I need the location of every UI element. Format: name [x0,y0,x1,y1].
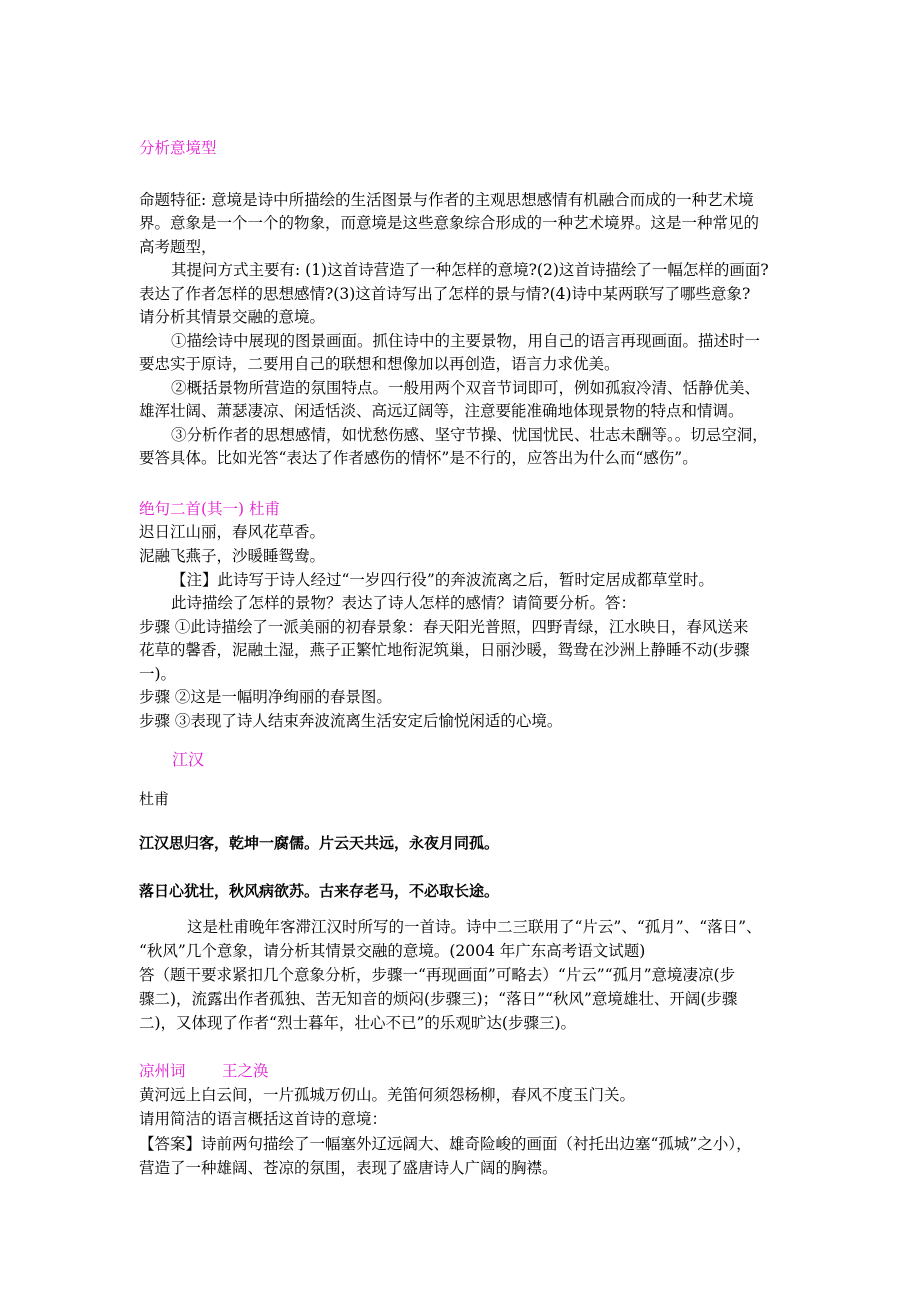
question: 请用简洁的语言概括这首诗的意境： [139,1110,388,1128]
answer-line: 花草的馨香，泥融土湿，燕子正繁忙地衔泥筑巢，日丽沙暖，鸳鸯在沙洲上静睡不动(步骤 [139,641,750,659]
intro-line: 表达了作者怎样的思想感情?(3)这首诗写出了怎样的景与情?(4)诗中某两联写了哪些意象? [139,285,751,303]
poem-title: 江汉 [172,750,205,769]
poem-author: 王之涣 [222,1062,269,1080]
intro-line: 命题特征: 意境是诗中所描绘的生活图景与作者的主观思想感情有机融合而成的一种艺术境 [139,191,754,209]
answer-line: 答（题干要求紧扣几个意象分析，步骤一“再现画面”可略去）“片云”“孤月”意境凄凉(步 [139,966,736,984]
poem-line: 落日心犹壮，秋风病欲苏。古来存老马，不必取长途。 [139,882,500,900]
intro-line: ③分析作者的思想感情，如忧愁伤感、坚守节操、忧国忧民、壮志未酬等。。切忌空洞， [171,426,768,444]
intro-line: 雄浑壮阔、萧瑟凄凉、闲适恬淡、高远辽阔等，注意要能准确地体现景物的特点和情调。 [139,402,744,420]
intro-line: 界。意象是一个一个的物象，而意境是这些意象综合形成的一种艺术境界。这是一种常见的 [139,214,760,232]
poem-line: 黄河远上白云间，一片孤城万仞山。羌笛何须怨杨柳，春风不度玉门关。 [139,1086,636,1104]
intro-line: 高考题型， [139,238,217,256]
answer-line: 二)，又体现了作者“烈士暮年，壮心不已”的乐观旷达(步骤三)。 [139,1014,576,1032]
poem-note: 【注】此诗写于诗人经过“一岁四行役”的奔波流离之后，暂时定居成都草堂时。 [171,571,714,589]
question: 这是杜甫晚年客滞江汉时所写的一首诗。诗中二三联用了“片云”、“孤月”、“落日”、 [187,918,762,936]
poem-title: 绝句二首(其一) 杜甫 [139,500,281,518]
poem-line: 江汉思归客，乾坤一腐儒。片云天共远，永夜月同孤。 [139,834,500,852]
answer-line: 骤二)，流露出作者孤独、苦无知音的烦闷(步骤三)；“落日”“秋风”意境雄壮、开阔(步骤 [139,990,738,1008]
question: 此诗描绘了怎样的景物？表达了诗人怎样的感情？请简要分析。答： [171,594,637,612]
intro-line: ②概括景物所营造的氛围特点。一般用两个双音节词即可，例如孤寂冷清、恬静优美、 [171,379,761,397]
section-heading: 分析意境型 [139,139,217,157]
intro-line: 要答具体。比如光答“表达了作者感伤的情怀”是不行的，应答出为什么而“感伤”。 [139,449,698,467]
answer-line: 步骤 ②这是一幅明净绚丽的春景图。 [139,688,392,706]
poem-line: 泥融飞燕子，沙暖睡鸳鸯。 [139,547,326,565]
answer-line: 【答案】诗前两句描绘了一幅塞外辽远阔大、雄奇险峻的画面（衬托出边塞“孤城”之小）， [139,1135,752,1153]
answer-line: 一)。 [139,665,177,683]
poem-author: 杜甫 [139,790,170,808]
intro-line: ①描绘诗中展现的图景画面。抓住诗中的主要景物，用自己的语言再现画面。描述时一 [171,332,761,350]
answer-line: 营造了一种雄阔、苍凉的氛围，表现了盛唐诗人广阔的胸襟。 [139,1159,558,1177]
intro-line: 请分析其情景交融的意境。 [139,308,326,326]
intro-line: 其提问方式主要有: (1)这首诗营造了一种怎样的意境?(2)这首诗描绘了一幅怎样的画面? [171,261,769,279]
intro-line: 要忠实于原诗，二要用自己的联想和想像加以再创造，语言力求优美。 [139,355,620,373]
answer-line: 步骤 ③表现了诗人结束奔波流离生活安定后愉悦闲适的心境。 [139,712,563,730]
poem-title: 凉州词 [139,1062,186,1080]
poem-line: 迟日江山丽，春风花草香。 [139,523,326,541]
answer-line: 步骤 ①此诗描绘了一派美丽的初春景象：春天阳光普照，四野青绿，江水映日，春风送来 [139,618,749,636]
question: “秋风”几个意象，请分析其情景交融的意境。(2004 年广东高考语文试题) [139,942,646,960]
